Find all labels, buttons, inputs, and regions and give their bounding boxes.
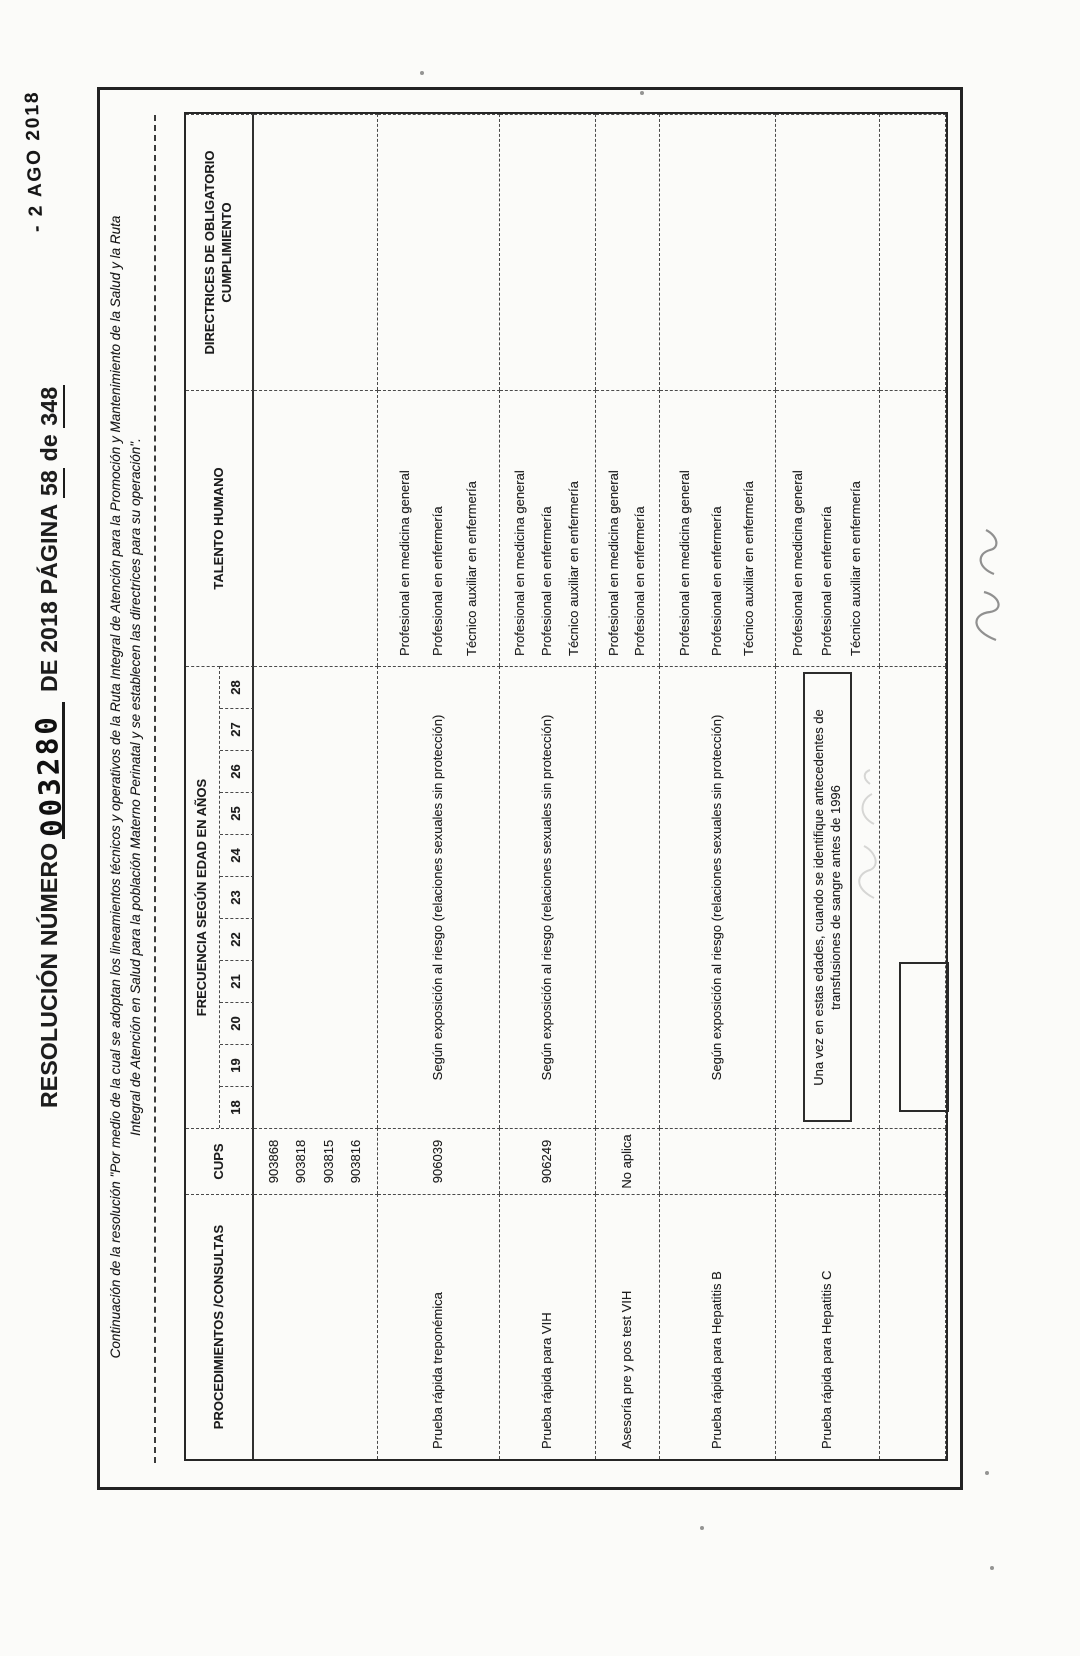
title-middle: DE 2018 PÁGINA bbox=[36, 504, 62, 692]
directrices-cell bbox=[880, 114, 946, 390]
procedure-label: Asesoría pre y pos test VIH bbox=[619, 1290, 635, 1449]
header-age bbox=[220, 750, 254, 792]
procedure-label: Prueba rápida para Hepatitis B bbox=[709, 1271, 725, 1449]
frequency-text: Según exposición al riesgo (relaciones sexuales sin protección) bbox=[539, 714, 555, 1081]
talento-line: Profesional en enfermería bbox=[539, 506, 555, 656]
procedure-cell bbox=[880, 1194, 946, 1459]
directrices-cell bbox=[378, 114, 500, 390]
talento-line: Técnico auxiliar en enfermería bbox=[566, 481, 582, 656]
cups-value: 903868 bbox=[266, 1139, 282, 1184]
directrices-cell bbox=[776, 114, 880, 390]
resolution-number-underline bbox=[28, 702, 70, 839]
procedure-cell bbox=[776, 1194, 880, 1459]
procedure-label: Prueba rápida para Hepatitis C bbox=[819, 1270, 835, 1449]
talento-cell bbox=[500, 390, 596, 666]
talento-cell bbox=[776, 390, 880, 666]
talento-line: Profesional en enfermería bbox=[430, 506, 446, 656]
cups-cell bbox=[660, 1128, 776, 1194]
header-procedimientos-label: PROCEDIMIENTOS /CONSULTAS bbox=[210, 1224, 226, 1430]
header-directrices bbox=[186, 114, 254, 390]
page-connector: de bbox=[36, 434, 62, 462]
age-label: 20 bbox=[227, 1016, 243, 1031]
header-age bbox=[220, 708, 254, 750]
talento-line: Técnico auxiliar en enfermería bbox=[848, 481, 864, 656]
header-cups bbox=[186, 1128, 254, 1194]
header-age bbox=[220, 666, 254, 708]
frequency-text: Según exposición al riesgo (relaciones sexuales sin protección) bbox=[430, 714, 446, 1081]
procedure-cell bbox=[660, 1194, 776, 1459]
talento-line: Técnico auxiliar en enfermería bbox=[463, 481, 479, 656]
header-cups-label: CUPS bbox=[210, 1143, 226, 1180]
talento-cell bbox=[254, 390, 378, 666]
cups-cell bbox=[596, 1128, 660, 1194]
header-age bbox=[220, 1044, 254, 1086]
age-label: 24 bbox=[227, 848, 243, 863]
age-label: 25 bbox=[227, 806, 243, 821]
title-prefix: RESOLUCIÓN NÚMERO bbox=[36, 842, 62, 1108]
frequency-cell bbox=[254, 666, 378, 1128]
talento-cell bbox=[660, 390, 776, 666]
talento-line: Profesional en enfermería bbox=[819, 506, 835, 656]
header-age bbox=[220, 1086, 254, 1128]
directrices-cell bbox=[254, 114, 378, 390]
cups-value: 903818 bbox=[293, 1139, 309, 1184]
header-age bbox=[220, 792, 254, 834]
dashed-divider bbox=[154, 115, 156, 1463]
frequency-text: Una vez en estas edades, cuando se identifique antecedentes de transfusiones de sangre antes de 1996 bbox=[803, 673, 853, 1123]
header-procedimientos bbox=[186, 1194, 254, 1459]
talento-line: Profesional en medicina general bbox=[512, 470, 528, 656]
header-age bbox=[220, 876, 254, 918]
talento-cell bbox=[596, 390, 660, 666]
frequency-cell bbox=[660, 666, 776, 1128]
handwritten-mark bbox=[848, 764, 884, 904]
scan-speck bbox=[700, 1526, 704, 1530]
age-label: 23 bbox=[227, 890, 243, 905]
cups-value: 903815 bbox=[320, 1139, 336, 1184]
subtitle-line-1: Continuación de la resolución "Por medio de la cual se adoptan los lineamientos técnicos y operativos de la Ruta Integral de Atención para la Promoción y Mantenimiento de la Salud y la Ruta bbox=[108, 215, 123, 1359]
scan-speck bbox=[640, 91, 644, 95]
header-age bbox=[220, 1002, 254, 1044]
talento-line: Profesional en medicina general bbox=[790, 470, 806, 656]
handwritten-mark bbox=[960, 518, 1010, 648]
age-label: 21 bbox=[227, 974, 243, 989]
scan-speck bbox=[985, 1471, 989, 1475]
resolution-title bbox=[28, 385, 70, 1108]
age-label: 22 bbox=[227, 932, 243, 947]
directrices-cell bbox=[500, 114, 596, 390]
age-label: 19 bbox=[227, 1058, 243, 1073]
procedure-cell bbox=[254, 1194, 378, 1459]
page-total: 348 bbox=[36, 385, 65, 428]
talento-line: Profesional en medicina general bbox=[396, 470, 412, 656]
procedure-label: Prueba rápida para VIH bbox=[539, 1312, 555, 1449]
scan-speck bbox=[990, 1566, 994, 1570]
procedure-label: Prueba rápida treponémica bbox=[430, 1292, 446, 1449]
procedures-table bbox=[184, 112, 948, 1461]
directrices-cell bbox=[660, 114, 776, 390]
header-age bbox=[220, 834, 254, 876]
header-frecuencia-label: FRECUENCIA SEGÚN EDAD EN AÑOS bbox=[194, 778, 210, 1017]
procedure-cell bbox=[596, 1194, 660, 1459]
header-age bbox=[220, 918, 254, 960]
talento-cell bbox=[378, 390, 500, 666]
frequency-cell bbox=[500, 666, 596, 1128]
frequency-cell bbox=[378, 666, 500, 1128]
cups-cell bbox=[776, 1128, 880, 1194]
scan-speck bbox=[420, 71, 424, 75]
talento-cell bbox=[880, 390, 946, 666]
subtitle-line-2: Integral de Atención en Salud para la población Materno Perinatal y se establecen las directrices para su operación". bbox=[127, 438, 143, 1136]
cups-cell bbox=[880, 1128, 946, 1194]
age-label: 28 bbox=[227, 680, 243, 695]
cups-cell bbox=[500, 1128, 596, 1194]
age-label: 26 bbox=[227, 764, 243, 779]
cups-cell bbox=[378, 1128, 500, 1194]
cups-value: 903816 bbox=[347, 1139, 363, 1184]
talento-line: Profesional en enfermería bbox=[631, 506, 647, 656]
cups-value: No aplica bbox=[619, 1134, 635, 1189]
resolution-number-stamp: 003280 bbox=[28, 712, 70, 838]
talento-line: Técnico auxiliar en enfermería bbox=[741, 481, 757, 656]
procedure-cell bbox=[378, 1194, 500, 1459]
procedure-cell bbox=[500, 1194, 596, 1459]
cups-value: 906039 bbox=[430, 1139, 446, 1184]
age-label: 27 bbox=[227, 722, 243, 737]
age-label: 18 bbox=[227, 1100, 243, 1115]
frequency-cell bbox=[596, 666, 660, 1128]
header-directrices-label: DIRECTRICES DE OBLIGATORIO CUMPLIMIENTO bbox=[202, 150, 234, 355]
document-frame bbox=[97, 87, 963, 1490]
header-frecuencia bbox=[186, 666, 220, 1128]
header-talento bbox=[186, 390, 254, 666]
directrices-cell bbox=[596, 114, 660, 390]
cups-cell bbox=[254, 1128, 378, 1194]
cups-value: 906249 bbox=[539, 1139, 555, 1184]
header-age bbox=[220, 960, 254, 1002]
frequency-text: Según exposición al riesgo (relaciones sexuales sin protección) bbox=[709, 714, 725, 1081]
talento-line: Profesional en medicina general bbox=[677, 470, 693, 656]
talento-line: Profesional en medicina general bbox=[606, 470, 622, 656]
header-talento-label: TALENTO HUMANO bbox=[210, 467, 226, 590]
date-stamp: - 2 AGO 2018 bbox=[21, 90, 48, 233]
scan-artifact-box bbox=[899, 962, 949, 1112]
talento-line: Profesional en enfermería bbox=[709, 506, 725, 656]
page-number: 58 bbox=[36, 468, 65, 498]
page-subtitle bbox=[106, 117, 145, 1457]
